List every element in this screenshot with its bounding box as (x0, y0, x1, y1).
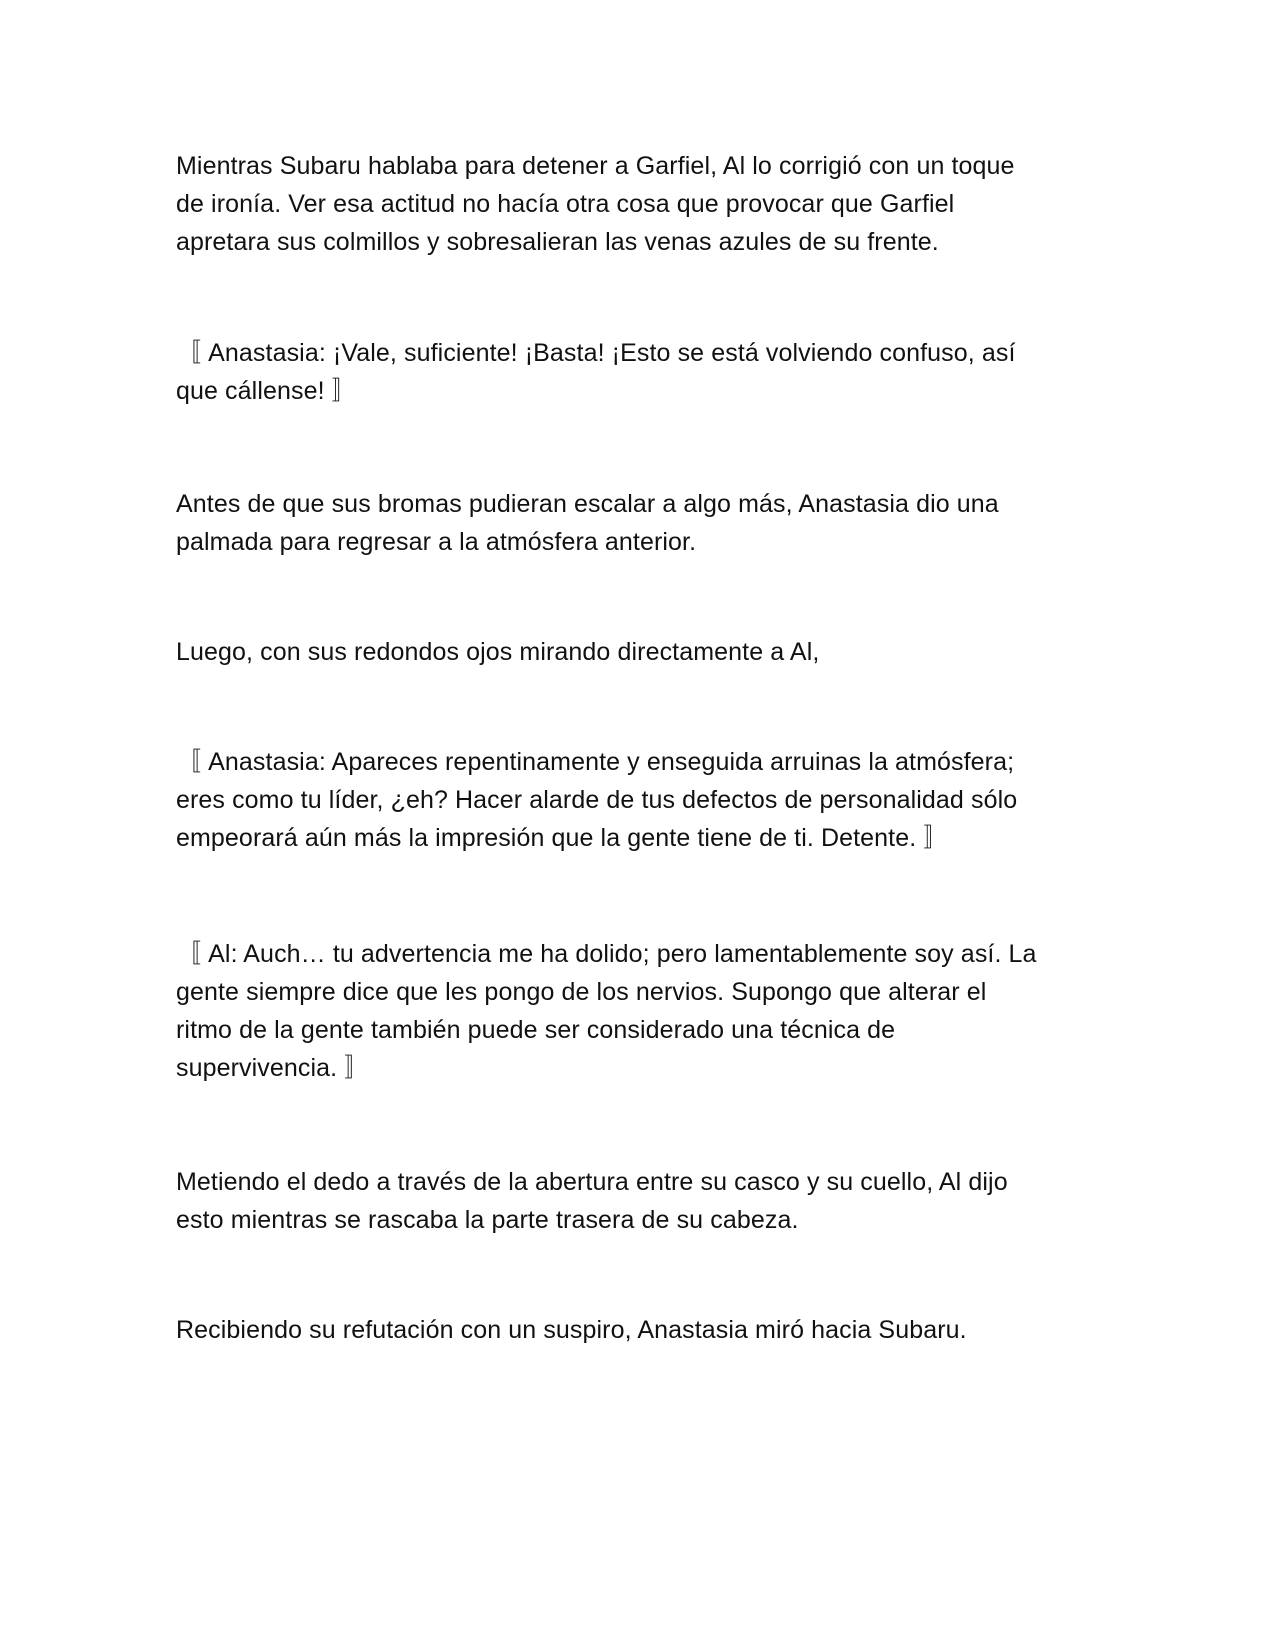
text-line: eres como tu líder, ¿eh? Hacer alarde de tus defectos de personalidad sólo (176, 786, 1018, 814)
text-line: 〚 Al: Auch… tu advertencia me ha dolido; pero lamentablemente soy así. La (176, 940, 1037, 968)
text-line: gente siempre dice que les pongo de los nervios. Supongo que alterar el (176, 978, 987, 1006)
text-line: que cállense! 〛 (176, 377, 357, 405)
text-line: 〚 Anastasia: ¡Vale, suficiente! ¡Basta! ¡Esto se está volviendo confuso, así (176, 339, 1016, 367)
text-line: Recibiendo su refutación con un suspiro, Anastasia miró hacia Subaru. (176, 1316, 967, 1344)
text-line: de ironía. Ver esa actitud no hacía otra cosa que provocar que Garfiel (176, 190, 955, 218)
paragraph-narration (176, 1311, 1096, 1349)
text-line: Mientras Subaru hablaba para detener a Garfiel, Al lo corrigió con un toque (176, 152, 1015, 180)
text-line: 〚 Anastasia: Apareces repentinamente y enseguida arruinas la atmósfera; (176, 748, 1015, 776)
text-line: esto mientras se rascaba la parte trasera de su cabeza. (176, 1206, 799, 1234)
paragraph-dialogue (176, 935, 1096, 1087)
text-line: supervivencia. 〛 (176, 1054, 370, 1082)
text-line: palmada para regresar a la atmósfera anterior. (176, 528, 697, 556)
text-line: empeorará aún más la impresión que la gente tiene de ti. Detente. 〛 (176, 824, 949, 852)
paragraph-narration (176, 147, 1096, 261)
text-line: ritmo de la gente también puede ser considerado una técnica de (176, 1016, 896, 1044)
paragraph-narration (176, 1163, 1096, 1239)
text-line: Luego, con sus redondos ojos mirando directamente a Al, (176, 638, 820, 666)
paragraph-dialogue (176, 334, 1096, 410)
text-line: apretara sus colmillos y sobresalieran las venas azules de su frente. (176, 228, 939, 256)
paragraph-narration (176, 633, 1096, 671)
paragraph-narration (176, 485, 1096, 561)
text-line: Antes de que sus bromas pudieran escalar a algo más, Anastasia dio una (176, 490, 999, 518)
text-line: Metiendo el dedo a través de la abertura entre su casco y su cuello, Al dijo (176, 1168, 1008, 1196)
paragraph-dialogue (176, 743, 1096, 857)
